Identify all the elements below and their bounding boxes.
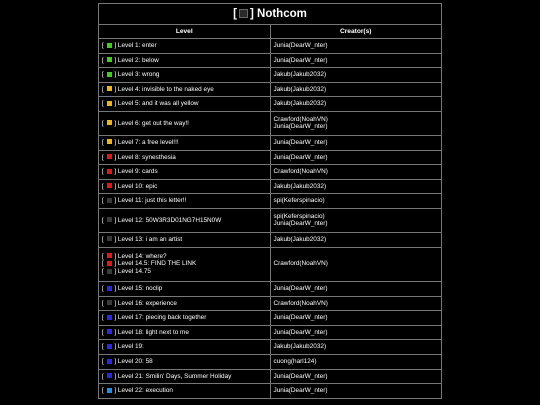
creator-cell xyxy=(270,311,442,326)
level-rows xyxy=(99,39,442,399)
difficulty-square-icon xyxy=(107,359,112,364)
difficulty-square-icon xyxy=(107,198,112,203)
level-cell xyxy=(99,208,271,232)
level-cell xyxy=(99,247,271,282)
title-bracket-open: [ xyxy=(233,8,237,21)
table-row xyxy=(99,97,442,112)
level-name: Level 14: where? xyxy=(117,252,167,260)
creator-cell xyxy=(270,208,442,232)
creator-cell xyxy=(270,369,442,384)
creator-name: Junia(DearW_nter) xyxy=(273,220,328,228)
table-row xyxy=(99,194,442,209)
difficulty-square-icon xyxy=(107,169,112,174)
creator-name: Junia(DearW_nter) xyxy=(273,42,328,49)
creator-cell xyxy=(270,82,442,97)
difficulty-square-icon xyxy=(107,57,112,62)
table-row xyxy=(99,39,442,54)
table-row xyxy=(99,340,442,355)
level-cell xyxy=(99,194,271,209)
level-name: Level 1: enter xyxy=(117,42,157,49)
creator-name: cuong(harl124) xyxy=(273,358,317,365)
level-entry: [ ] Level 6: get out the way!! xyxy=(102,119,189,127)
creator-name: Junia(DearW_nter) xyxy=(273,314,328,322)
table-row xyxy=(99,135,442,150)
creator-name: Junia(DearW_nter) xyxy=(273,285,328,293)
level-cell xyxy=(99,369,271,384)
creator-name: Crawford(NoahVN) xyxy=(273,115,328,123)
level-cell xyxy=(99,232,271,247)
level-name: Level 4: invisible to the naked eye xyxy=(117,85,214,93)
difficulty-square-icon xyxy=(107,300,112,305)
nothcom-icon xyxy=(239,9,248,18)
level-name: Level 14.5: FIND THE LINK xyxy=(117,260,197,268)
difficulty-square-icon xyxy=(107,86,112,91)
level-name: Level 5: and it was all yellow xyxy=(117,100,199,108)
creator-cell xyxy=(270,340,442,355)
level-entry: [ ] Level 17: piecing back together xyxy=(102,314,207,322)
creator-name: spi(Keferspinacio) xyxy=(273,197,325,205)
level-column-header: Level xyxy=(99,25,271,39)
table-row xyxy=(99,282,442,297)
creator-cell xyxy=(270,384,442,399)
level-entry: [ ] Level 18: light next to me xyxy=(102,328,189,336)
creator-name: Jakub(Jakub2032) xyxy=(273,100,327,108)
creator-cell xyxy=(270,165,442,180)
difficulty-square-icon xyxy=(107,253,112,258)
creator-name: Junia(DearW_nter) xyxy=(273,153,328,161)
level-cell xyxy=(99,355,271,370)
level-name: Level 20: 58 xyxy=(117,358,153,365)
table-row xyxy=(99,296,442,311)
creator-name: Jakub(Jakub2032) xyxy=(273,343,327,351)
level-cell xyxy=(99,384,271,399)
level-cell xyxy=(99,325,271,340)
creator-cell xyxy=(270,325,442,340)
level-entry: [ ] Level 8: synesthesia xyxy=(102,153,176,161)
level-name: Level 19: xyxy=(117,343,144,351)
level-cell xyxy=(99,165,271,180)
creator-name: spi(Keferspinacio) xyxy=(273,212,325,220)
creator-name: Junia(DearW_nter) xyxy=(273,387,328,395)
difficulty-square-icon xyxy=(107,217,112,222)
level-cell xyxy=(99,68,271,83)
level-entry: [ ] Level 5: and it was all yellow xyxy=(102,100,199,108)
title-text: Nothcom xyxy=(257,8,307,21)
creator-cell xyxy=(270,194,442,209)
difficulty-square-icon xyxy=(107,344,112,349)
table-row xyxy=(99,68,442,83)
creator-cell xyxy=(270,232,442,247)
level-entry: [ ] Level 16: experience xyxy=(102,299,177,307)
creator-cell xyxy=(270,111,442,135)
difficulty-square-icon xyxy=(107,315,112,320)
level-entry: [ ] Level 14.5: FIND THE LINK xyxy=(102,260,197,268)
difficulty-square-icon xyxy=(107,72,112,77)
creator-cell xyxy=(270,68,442,83)
level-entry: [ ] Level 1: enter xyxy=(102,42,157,49)
creator-name: Jakub(Jakub2032) xyxy=(273,71,327,79)
level-name: Level 8: synesthesia xyxy=(117,153,176,161)
level-table xyxy=(98,3,442,399)
creator-name: Crawford(NoahVN) xyxy=(273,299,328,307)
difficulty-square-icon xyxy=(107,286,112,291)
level-name: Level 16: experience xyxy=(117,299,177,307)
table-row xyxy=(99,355,442,370)
level-cell xyxy=(99,282,271,297)
difficulty-square-icon xyxy=(107,154,112,159)
table-row xyxy=(99,247,442,282)
level-entry: [ ] Level 22: execution xyxy=(102,387,173,395)
table-row xyxy=(99,82,442,97)
level-name: Level 11: just this letter!! xyxy=(117,197,187,205)
level-cell xyxy=(99,296,271,311)
creator-cell xyxy=(270,53,442,68)
table-row xyxy=(99,384,442,399)
level-cell xyxy=(99,179,271,194)
creator-name: Junia(DearW_nter) xyxy=(273,138,328,146)
table-title xyxy=(99,4,442,25)
table-row xyxy=(99,150,442,165)
creator-cell xyxy=(270,355,442,370)
level-cell xyxy=(99,150,271,165)
creator-cell xyxy=(270,135,442,150)
creator-name: Jakub(Jakub2032) xyxy=(273,235,327,243)
level-cell xyxy=(99,53,271,68)
level-cell xyxy=(99,135,271,150)
level-entry: [ ] Level 12: 50W3R3D01NG7H15N0W xyxy=(102,216,222,224)
level-cell xyxy=(99,311,271,326)
creator-name: Junia(DearW_nter) xyxy=(273,56,328,64)
table-row xyxy=(99,232,442,247)
creator-cell xyxy=(270,97,442,112)
level-cell xyxy=(99,82,271,97)
level-table-container xyxy=(98,3,442,399)
level-name: Level 9: cards xyxy=(117,168,158,176)
difficulty-square-icon xyxy=(107,388,112,393)
difficulty-square-icon xyxy=(107,269,112,274)
level-entry: [ ] Level 10: epic xyxy=(102,182,158,190)
creator-name: Jakub(Jakub2032) xyxy=(273,85,327,93)
level-entry: [ ] Level 3: wrong xyxy=(102,71,160,79)
level-entry: [ ] Level 14: where? xyxy=(102,252,167,260)
level-entry: [ ] Level 7: a free level!!! xyxy=(102,138,179,146)
creator-cell xyxy=(270,179,442,194)
level-name: Level 6: get out the way!! xyxy=(117,119,189,127)
table-row xyxy=(99,208,442,232)
table-row xyxy=(99,179,442,194)
level-cell xyxy=(99,111,271,135)
difficulty-square-icon xyxy=(107,101,112,106)
table-row xyxy=(99,325,442,340)
level-entry: [ ] Level 13: i am an artist xyxy=(102,235,183,243)
level-name: Level 15: noclip xyxy=(117,285,163,293)
difficulty-square-icon xyxy=(107,373,112,378)
difficulty-square-icon xyxy=(107,43,112,48)
level-name: Level 13: i am an artist xyxy=(117,235,183,243)
level-name: Level 22: execution xyxy=(117,387,173,395)
level-entry: [ ] Level 11: just this letter!! xyxy=(102,197,187,205)
level-entry: [ ] Level 19: xyxy=(102,343,144,351)
level-entry: [ ] Level 9: cards xyxy=(102,168,158,176)
level-entry: [ ] Level 14.75 xyxy=(102,268,151,276)
difficulty-square-icon xyxy=(107,139,112,144)
table-row xyxy=(99,165,442,180)
level-name: Level 3: wrong xyxy=(117,71,160,79)
difficulty-square-icon xyxy=(107,236,112,241)
level-name: Level 21: Smilin' Days, Summer Holiday xyxy=(117,372,232,380)
difficulty-square-icon xyxy=(107,183,112,188)
level-name: Level 10: epic xyxy=(117,182,158,190)
creator-column-header: Creator(s) xyxy=(270,25,442,39)
level-name: Level 7: a free level!!! xyxy=(117,138,179,146)
level-name: Level 2: below xyxy=(117,56,159,64)
creator-name: Jakub(Jakub2032) xyxy=(273,182,327,190)
level-cell xyxy=(99,340,271,355)
creator-name: Crawford(NoahVN) xyxy=(273,168,328,176)
level-name: Level 14.75 xyxy=(117,268,151,276)
level-cell xyxy=(99,39,271,54)
table-row xyxy=(99,311,442,326)
difficulty-square-icon xyxy=(107,261,112,266)
level-name: Level 17: piecing back together xyxy=(117,314,207,322)
creator-name: Junia(DearW_nter) xyxy=(273,372,328,380)
table-row xyxy=(99,53,442,68)
creator-cell xyxy=(270,39,442,54)
creator-name: Junia(DearW_nter) xyxy=(273,123,328,131)
creator-cell xyxy=(270,282,442,297)
level-entry: [ ] Level 15: noclip xyxy=(102,285,163,293)
table-row xyxy=(99,369,442,384)
difficulty-square-icon xyxy=(107,329,112,334)
creator-cell xyxy=(270,247,442,282)
level-entry: [ ] Level 4: invisible to the naked eye xyxy=(102,85,214,93)
level-entry: [ ] Level 20: 58 xyxy=(102,358,153,365)
level-name: Level 12: 50W3R3D01NG7H15N0W xyxy=(117,216,222,224)
creator-name: Junia(DearW_nter) xyxy=(273,328,328,336)
creator-name: Crawford(NoahVN) xyxy=(273,260,328,268)
title-bracket-close: ] xyxy=(249,8,254,21)
level-name: Level 18: light next to me xyxy=(117,328,189,336)
creator-cell xyxy=(270,150,442,165)
level-entry: [ ] Level 2: below xyxy=(102,56,159,64)
level-entry: [ ] Level 21: Smilin' Days, Summer Holiday xyxy=(102,372,232,380)
difficulty-square-icon xyxy=(107,120,112,125)
table-row xyxy=(99,111,442,135)
creator-cell xyxy=(270,296,442,311)
level-cell xyxy=(99,97,271,112)
